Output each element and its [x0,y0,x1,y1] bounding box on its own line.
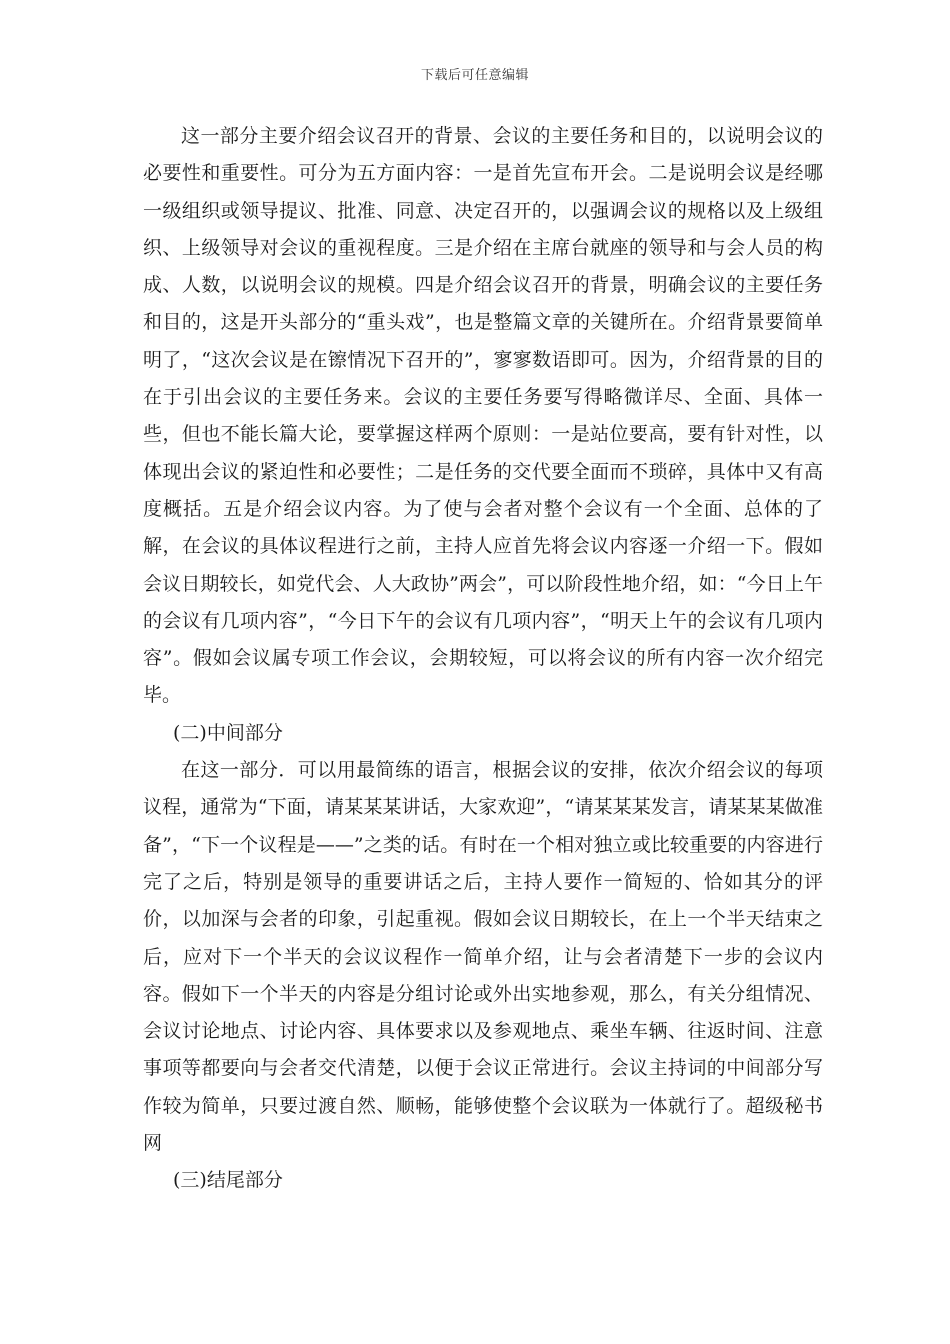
paragraph-opening-section: 这一部分主要介绍会议召开的背景、会议的主要任务和目的，以说明会议的必要性和重要性。可分为五方面内容：一是首先宣布开会。二是说明会议是经哪一级组织或领导提议、批准、同意、决定召开的，以强调会议的规格以及上级组织、上级领导对会议的重视程度。三是介绍在主席台就座的领导和与会人员的构成、人数，以说明会议的规模。四是介绍会议召开的背景，明确会议的主要任务和目的，这是开头部分的“重头戏”，也是整篇文章的关键所在。介绍背景要简单明了，“这次会议是在镲情况下召开的”，寥寥数语即可。因为，介绍背景的目的在于引出会议的主要任务来。会议的主要任务要写得略微详尽、全面、具体一些，但也不能长篇大论，要掌握这样两个原则：一是站位要高，要有针对性，以体现出会议的紧迫性和必要性；二是任务的交代要全面而不琐碎，具体中又有高度概括。五是介绍会议内容。为了使与会者对整个会议有一个全面、总体的了解，在会议的具体议程进行之前，主持人应首先将会议内容逐一介绍一下。假如会议日期较长，如党代会、人大政协”两会”，可以阶段性地介绍，如：“今日上午的会议有几项内容”，“今日下午的会议有几项内容”，“明天上午的会议有几项内容”。假如会议属专项工作会议，会期较短，可以将会议的所有内容一次介绍完毕。 [143,125,823,707]
section-heading-ending: (三)结尾部分 [173,1169,283,1192]
document-body [143,118,823,1200]
section-heading-middle: (二)中间部分 [173,721,283,744]
page-header-note: 下载后可任意编辑 [420,68,529,83]
paragraph-middle-section: 在这一部分．可以用最简练的语言，根据会议的安排，依次介绍会议的每项议程，通常为“下面，请某某某讲话，大家欢迎”，“请某某某发言，请某某某做准备”，“下一个议程是——”之类的话。有时在一个相对独立或比较重要的内容进行完了之后，特别是领导的重要讲话之后，主持人要作一简短的、恰如其分的评价，以加深与会者的印象，引起重视。假如会议日期较长，在上一个半天结束之后，应对下一个半天的会议议程作一简单介绍，让与会者清楚下一步的会议内容。假如下一个半天的内容是分组讨论或外出实地参观，那么，有关分组情况、会议讨论地点、讨论内容、具体要求以及参观地点、乘坐车辆、往返时间、注意事项等都要向与会者交代清楚，以便于会议正常进行。会议主持词的中间部分写作较为简单，只要过渡自然、顺畅，能够使整个会议联为一体就行了。超级秘书网 [143,759,823,1155]
